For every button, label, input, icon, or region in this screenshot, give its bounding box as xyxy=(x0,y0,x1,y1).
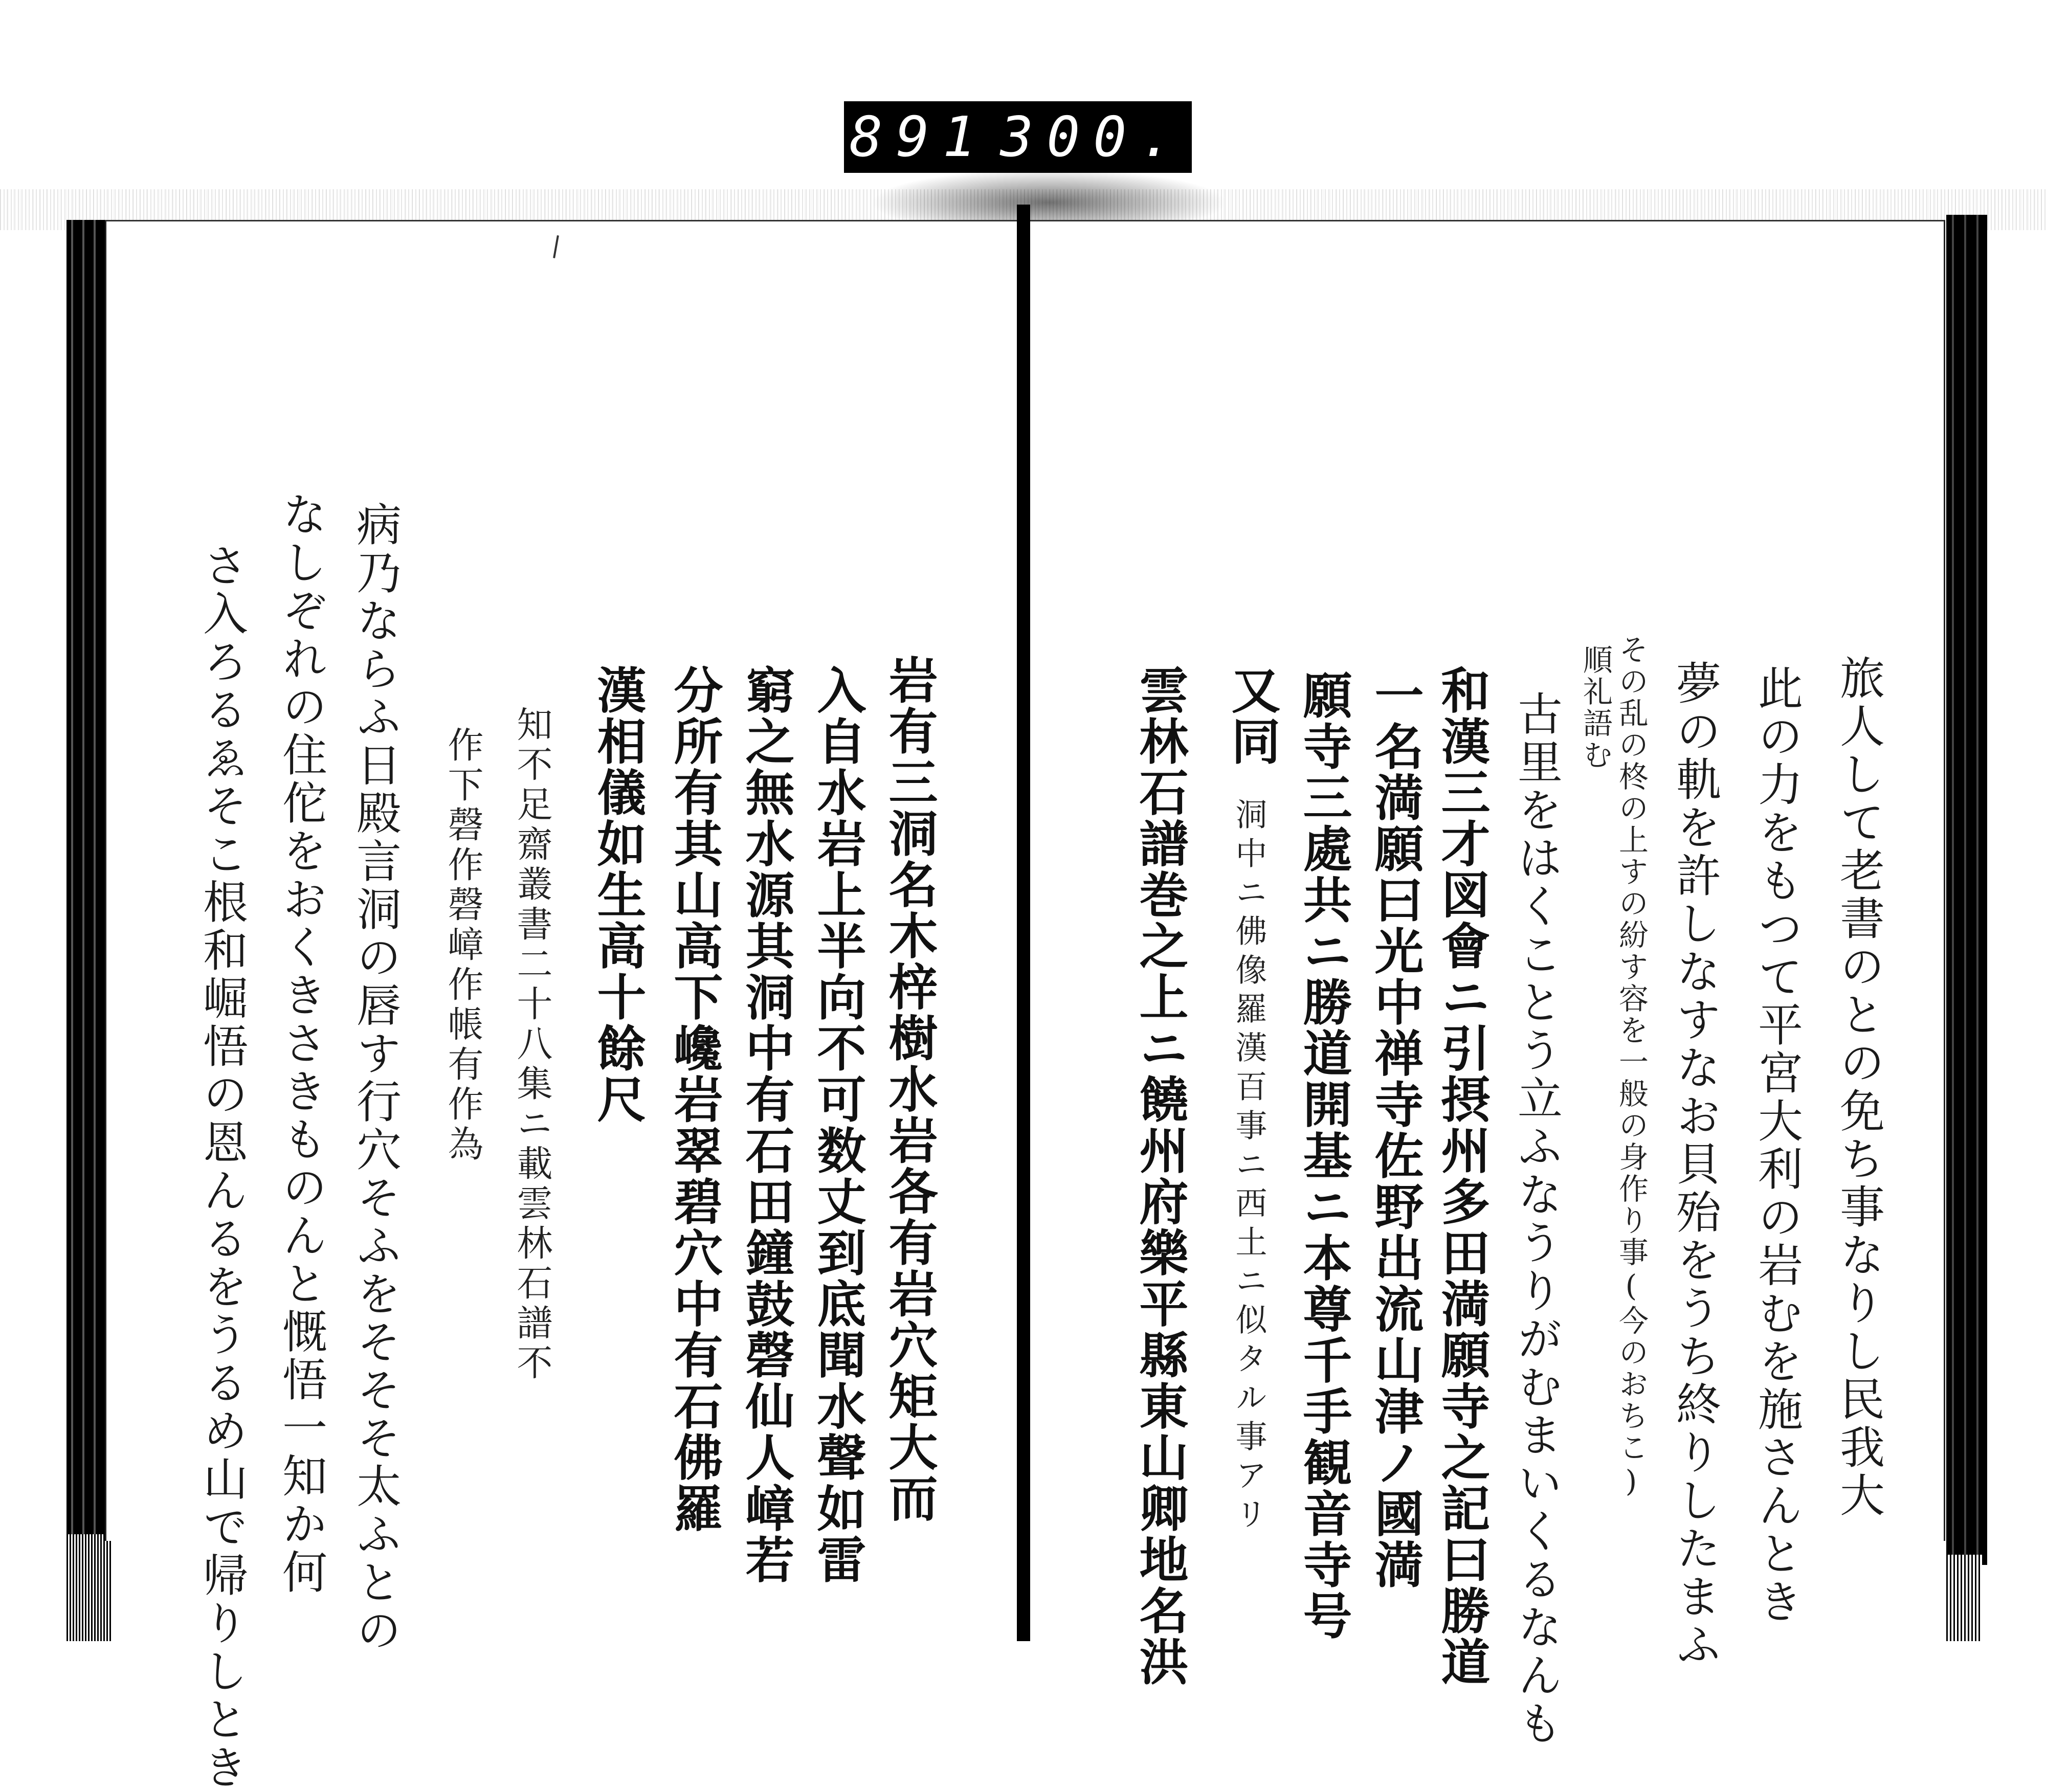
right-col-7: 願寺三處共ニ勝道開基ニ本尊千手観音寺号 xyxy=(1295,670,1352,1642)
right-col-2: 此の力をもつて平宮大利の岩むを施さんとき xyxy=(1751,665,1804,1626)
right-col-9-note: 洞中ニ佛像羅漢百事ニ西土ニ似タル事アリ xyxy=(1230,798,1267,1536)
left-col-1: 岩有三洞名木梓樹水岩各有岩穴矩大而 xyxy=(881,655,938,1524)
left-col-6: 知不足齋叢書二十八集ニ載雲林石譜不 xyxy=(511,706,553,1384)
scan-shadow xyxy=(870,169,1228,225)
left-col-9: なしぞれの住佗をおくきさきものんと慨悟一知か何 xyxy=(275,491,328,1597)
call-number-left: 891 xyxy=(849,105,989,169)
right-page-edges-foot xyxy=(1946,1555,1982,1641)
left-col-8: 病乃ならふ日殿言洞の唇す行穴そふをそそそ太ふとの xyxy=(349,501,402,1655)
right-col-8: 又同 xyxy=(1224,665,1281,767)
left-page-edges-foot xyxy=(66,1534,113,1641)
left-col-4: 分所有其山高下巉岩翠碧穴中有石佛羅 xyxy=(666,665,723,1534)
right-col-5: 和漢三才図會ニ引摂州多田満願寺之記曰勝道 xyxy=(1433,665,1491,1688)
left-col-7: 作下磬作磬嶂作帳有作為 xyxy=(442,726,484,1165)
right-marginal-note-1: その乱の柊の上すの紛す容を一般の身作り事(今のおちこ) xyxy=(1614,634,1649,1500)
call-number-right: 300. xyxy=(1000,105,1187,169)
right-col-10: 雲林石譜巻之上ニ饒州府樂平縣東山卿地名洪 xyxy=(1131,665,1189,1688)
left-col-3: 窮之無水源其洞中有石田鐘鼓磬仙人嶂若 xyxy=(738,665,795,1585)
right-col-1: 旅人して老書のとの免ち事なりし民我大 xyxy=(1833,655,1885,1520)
left-col-5: 漢相儀如生高十餘尺 xyxy=(589,665,647,1125)
right-page-edges xyxy=(1946,215,1987,1565)
call-number-label xyxy=(844,101,1192,173)
right-marginal-note-2: 順礼語む xyxy=(1578,644,1613,771)
right-col-4: 古里をはくことう立ふなうりがむまいくるなんも xyxy=(1510,690,1563,1748)
left-col-2: 入自水岩上半向不可数丈到底聞水聲如雷 xyxy=(809,665,866,1585)
right-col-6: 一名満願曰光中禅寺佐野出流山津ノ國満 xyxy=(1367,670,1424,1591)
left-col-10: さ入ろるゑそこ根和崛悟の恩んるをうるめ山で帰りしとき xyxy=(196,542,249,1792)
right-col-3: 夢の軌を許しなすなお貝殆をうち終りしたまふ xyxy=(1669,660,1722,1669)
left-page-edges xyxy=(66,220,105,1550)
book-gutter xyxy=(1017,205,1030,1641)
